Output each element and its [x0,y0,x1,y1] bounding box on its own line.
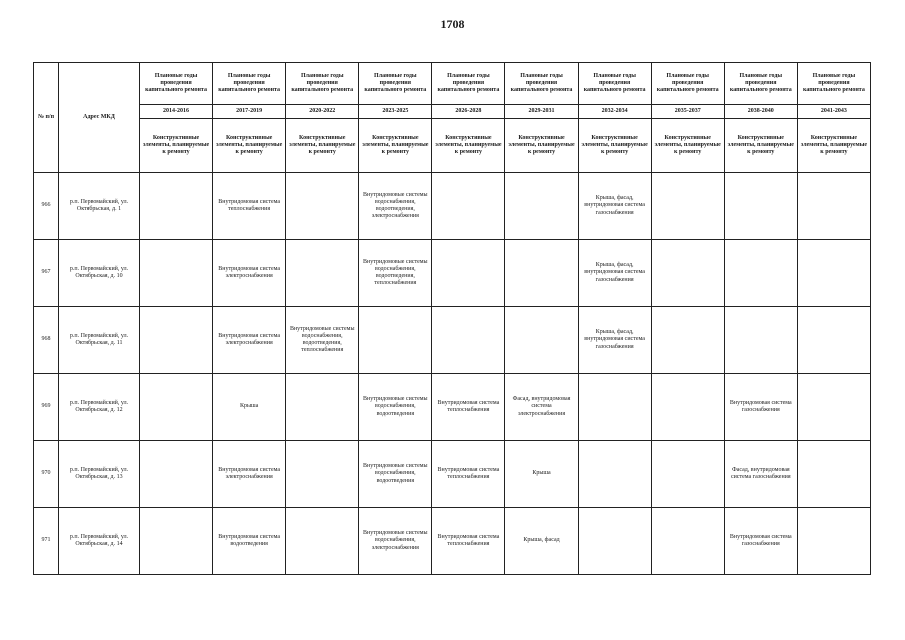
table-row [34,307,871,374]
planned-years-header: Плановые годы проведения капитального ремонта [505,63,578,105]
table-row [34,374,871,441]
repair-elements-cell: Внутридомовые системы водоснабжения, водоотведения, теплоснабжения [359,240,432,307]
row-address: р.п. Первомайский, ул. Октябрьская, д. 13 [59,441,140,508]
repair-elements-cell: Внутридомовая система теплоснабжения [432,508,505,575]
repair-elements-cell [797,508,870,575]
page-number: 1708 [440,17,465,31]
repair-elements-cell [651,240,724,307]
num-header: № п/п [34,63,59,173]
planned-years-header: Плановые годы проведения капитального ремонта [140,63,213,105]
repair-elements-cell [286,441,359,508]
row-number: 971 [34,508,59,575]
elements-header: Конструктивные элементы, планируемые к ремонту [724,119,797,173]
period-header: 2038-2040 [724,105,797,119]
repair-elements-cell: Внутридомовые системы водоснабжения, электроснабжения [359,508,432,575]
planned-years-header: Плановые годы проведения капитального ремонта [213,63,286,105]
period-header: 2032-2034 [578,105,651,119]
repair-elements-cell [286,173,359,240]
repair-elements-cell: Фасад, внутридомовая система газоснабжения [724,441,797,508]
repair-elements-cell [578,508,651,575]
header-row-periods [34,105,871,119]
planned-years-header: Плановые годы проведения капитального ремонта [651,63,724,105]
planned-years-header: Плановые годы проведения капитального ремонта [432,63,505,105]
repair-elements-cell [432,307,505,374]
capital-repair-plan-table [33,62,871,575]
repair-elements-cell [140,374,213,441]
elements-header: Конструктивные элементы, планируемые к ремонту [286,119,359,173]
period-header: 2020-2022 [286,105,359,119]
repair-elements-cell [140,307,213,374]
period-header: 2014-2016 [140,105,213,119]
repair-elements-cell [286,374,359,441]
repair-elements-cell [140,441,213,508]
repair-elements-cell [286,508,359,575]
repair-elements-cell [651,441,724,508]
repair-elements-cell: Внутридомовые системы водоснабжения, водоотведения, теплоснабжения [286,307,359,374]
repair-elements-cell [505,240,578,307]
row-number: 970 [34,441,59,508]
repair-elements-cell [797,173,870,240]
planned-years-header: Плановые годы проведения капитального ремонта [578,63,651,105]
repair-elements-cell [797,307,870,374]
repair-elements-cell [724,240,797,307]
planned-years-header: Плановые годы проведения капитального ремонта [359,63,432,105]
table-row [34,173,871,240]
row-address: р.п. Первомайский, ул. Октябрьская, д. 11 [59,307,140,374]
repair-elements-cell: Крыша [505,441,578,508]
repair-elements-cell: Крыша [213,374,286,441]
period-header: 2017-2019 [213,105,286,119]
repair-elements-cell: Внутридомовая система водоотведения [213,508,286,575]
repair-elements-cell: Внутридомовая система газоснабжения [724,374,797,441]
repair-elements-cell: Внутридомовая система теплоснабжения [213,173,286,240]
row-address: р.п. Первомайский, ул. Октябрьская, д. 14 [59,508,140,575]
repair-elements-cell: Внутридомовая система электроснабжения [213,441,286,508]
repair-elements-cell [359,307,432,374]
address-header: Адрес МКД [59,63,140,173]
repair-elements-cell: Внутридомовые системы водоснабжения, водоотведения [359,441,432,508]
table-row [34,508,871,575]
elements-header: Конструктивные элементы, планируемые к ремонту [432,119,505,173]
repair-elements-cell [797,374,870,441]
period-header: 2041-2043 [797,105,870,119]
repair-elements-cell: Внутридомовые системы водоснабжения, водоотведения [359,374,432,441]
row-number: 967 [34,240,59,307]
repair-elements-cell [797,240,870,307]
repair-elements-cell [651,307,724,374]
table-body [34,173,871,575]
period-header: 2029-2031 [505,105,578,119]
period-header: 2035-2037 [651,105,724,119]
planned-years-header: Плановые годы проведения капитального ремонта [286,63,359,105]
repair-elements-cell [432,173,505,240]
repair-elements-cell [505,173,578,240]
repair-elements-cell [724,307,797,374]
row-number: 968 [34,307,59,374]
repair-elements-cell [797,441,870,508]
row-number: 969 [34,374,59,441]
elements-header: Конструктивные элементы, планируемые к ремонту [213,119,286,173]
table-row [34,240,871,307]
repair-elements-cell: Внутридомовая система теплоснабжения [432,441,505,508]
header-row-planned-years [34,63,871,105]
repair-elements-cell: Крыша, фасад, внутридомовая система газоснабжения [578,307,651,374]
repair-elements-cell [651,173,724,240]
repair-elements-cell: Внутридомовая система электроснабжения [213,307,286,374]
repair-elements-cell: Внутридомовая система электроснабжения [213,240,286,307]
elements-header: Конструктивные элементы, планируемые к ремонту [797,119,870,173]
row-number: 966 [34,173,59,240]
repair-elements-cell: Крыша, фасад [505,508,578,575]
repair-elements-cell: Фасад, внутридомовая система электроснабжения [505,374,578,441]
repair-elements-cell: Крыша, фасад, внутридомовая система газоснабжения [578,173,651,240]
row-address: р.п. Первомайский, ул. Октябрьская, д. 12 [59,374,140,441]
repair-elements-cell [432,240,505,307]
repair-elements-cell [651,374,724,441]
repair-elements-cell [651,508,724,575]
repair-elements-cell [140,173,213,240]
table-row [34,441,871,508]
repair-elements-cell: Внутридомовая система теплоснабжения [432,374,505,441]
repair-elements-cell: Внутридомовая система газоснабжения [724,508,797,575]
row-address: р.п. Первомайский, ул. Октябрьская, д. 1 [59,173,140,240]
repair-elements-cell [505,307,578,374]
repair-elements-cell [724,173,797,240]
planned-years-header: Плановые годы проведения капитального ремонта [797,63,870,105]
elements-header: Конструктивные элементы, планируемые к ремонту [505,119,578,173]
repair-elements-cell [286,240,359,307]
elements-header: Конструктивные элементы, планируемые к ремонту [578,119,651,173]
repair-elements-cell [578,441,651,508]
period-header: 2023-2025 [359,105,432,119]
period-header: 2026-2028 [432,105,505,119]
repair-elements-cell: Внутридомовые системы водоснабжения, водоотведения, электроснабжения [359,173,432,240]
elements-header: Конструктивные элементы, планируемые к ремонту [140,119,213,173]
row-address: р.п. Первомайский, ул. Октябрьская, д. 10 [59,240,140,307]
elements-header: Конструктивные элементы, планируемые к ремонту [359,119,432,173]
planned-years-header: Плановые годы проведения капитального ремонта [724,63,797,105]
repair-elements-cell [578,374,651,441]
repair-elements-cell: Крыша, фасад, внутридомовая система газоснабжения [578,240,651,307]
header-row-elements [34,119,871,173]
repair-elements-cell [140,508,213,575]
repair-elements-cell [140,240,213,307]
elements-header: Конструктивные элементы, планируемые к ремонту [651,119,724,173]
